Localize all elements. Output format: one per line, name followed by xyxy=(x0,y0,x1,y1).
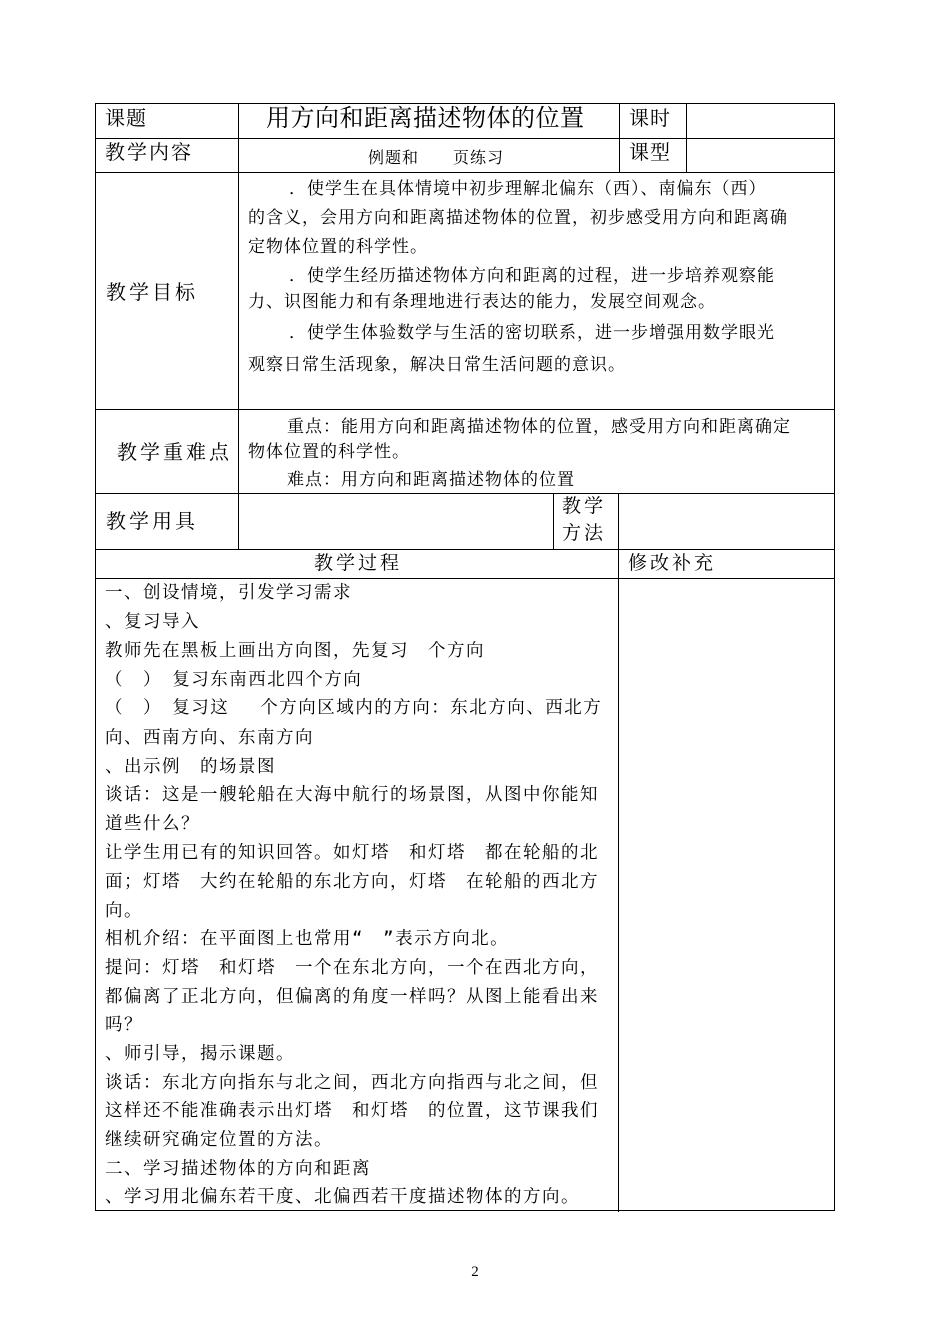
type-label: 课型 xyxy=(629,140,671,164)
process-line: 让学生用已有的知识回答。如灯塔 和灯塔 都在轮船的北 xyxy=(105,843,599,863)
process-line: 提问：灯塔 和灯塔 一个在东北方向，一个在西北方向， xyxy=(105,958,599,978)
objective-line: 力、识图能力和有条理地进行表达的能力，发展空间观念。 xyxy=(248,292,716,312)
column-divider xyxy=(686,104,687,172)
method-label-top: 教学 xyxy=(562,495,607,517)
content-value: 例题和 页练习 xyxy=(368,148,505,167)
row-divider xyxy=(96,138,834,139)
tools-label: 教学用具 xyxy=(106,509,198,533)
process-line: 、学习用北偏东若干度、北偏西若干度描述物体的方向。 xyxy=(105,1187,580,1207)
objective-line: ．使学生体验数学与生活的密切联系，进一步增强用数学眼光 xyxy=(289,323,775,343)
process-line: 、师引导，揭示课题。 xyxy=(105,1044,295,1064)
objective-line: ．使学生经历描述物体方向和距离的过程，进一步培养观察能 xyxy=(289,266,775,286)
process-line: 、复习导入 xyxy=(105,612,200,632)
objectives-label: 教学目标 xyxy=(106,280,198,304)
row-divider xyxy=(96,409,834,410)
process-line: 向。 xyxy=(105,901,143,921)
row-divider xyxy=(96,172,834,173)
process-line: 谈话：这是一艘轮船在大海中航行的场景图，从图中你能知 xyxy=(105,785,599,805)
row-divider xyxy=(96,578,834,579)
process-line: （ ） 复习这 个方向区域内的方向：东北方向、西北方 xyxy=(105,698,603,718)
process-line: （ ） 复习东南西北四个方向 xyxy=(105,670,363,690)
process-line: 道些什么？ xyxy=(105,814,200,834)
process-line: 面；灯塔 大约在轮船的东北方向，灯塔 在轮船的西北方 xyxy=(105,872,599,892)
process-line: 这样还不能准确表示出灯塔 和灯塔 的位置，这节课我们 xyxy=(105,1101,599,1121)
process-line: 吗？ xyxy=(105,1015,143,1035)
topic-label: 课题 xyxy=(105,106,147,130)
process-line: 相机介绍：在平面图上也常用“ ”表示方向北。 xyxy=(105,929,510,949)
objective-line: 定物体位置的科学性。 xyxy=(248,237,428,257)
row-divider xyxy=(96,549,834,550)
column-divider xyxy=(553,493,554,549)
process-line: 二、学习描述物体的方向和距离 xyxy=(105,1159,371,1179)
objective-line: ．使学生在具体情境中初步理解北偏东（西）、南偏东（西） xyxy=(289,179,767,199)
page-number: 2 xyxy=(471,1264,479,1280)
process-header: 教学过程 xyxy=(314,552,403,574)
notes-header: 修改补充 xyxy=(628,552,717,574)
process-line: 教师先在黑板上画出方向图，先复习 个方向 xyxy=(105,641,485,661)
key-point-line: 难点：用方向和距离描述物体的位置 xyxy=(287,470,575,490)
column-divider xyxy=(619,104,620,172)
process-line: 、出示例 的场景图 xyxy=(105,757,276,777)
objective-line: 观察日常生活现象，解决日常生活问题的意识。 xyxy=(248,355,626,375)
objective-line: 的含义，会用方向和距离描述物体的位置，初步感受用方向和距离确 xyxy=(248,208,788,228)
process-line: 都偏离了正北方向，但偏离的角度一样吗？从图上能看出来 xyxy=(105,987,599,1007)
column-divider xyxy=(618,493,619,1212)
key-points-label: 教学重难点 xyxy=(117,440,232,464)
key-point-line: 物体位置的科学性。 xyxy=(248,442,410,462)
process-line: 一、创设情境，引发学习需求 xyxy=(105,583,352,603)
key-point-line: 重点：能用方向和距离描述物体的位置，感受用方向和距离确定 xyxy=(287,417,791,437)
process-line: 向、西南方向、东南方向 xyxy=(105,728,314,748)
period-label: 课时 xyxy=(629,106,671,130)
content-label: 教学内容 xyxy=(105,140,193,164)
row-divider xyxy=(96,493,834,494)
column-divider xyxy=(238,104,239,549)
topic-value: 用方向和距离描述物体的位置 xyxy=(266,104,585,132)
method-label-bottom: 方法 xyxy=(562,522,607,544)
process-line: 谈话：东北方向指东与北之间，西北方向指西与北之间，但 xyxy=(105,1073,599,1093)
process-line: 继续研究确定位置的方法。 xyxy=(105,1130,333,1150)
